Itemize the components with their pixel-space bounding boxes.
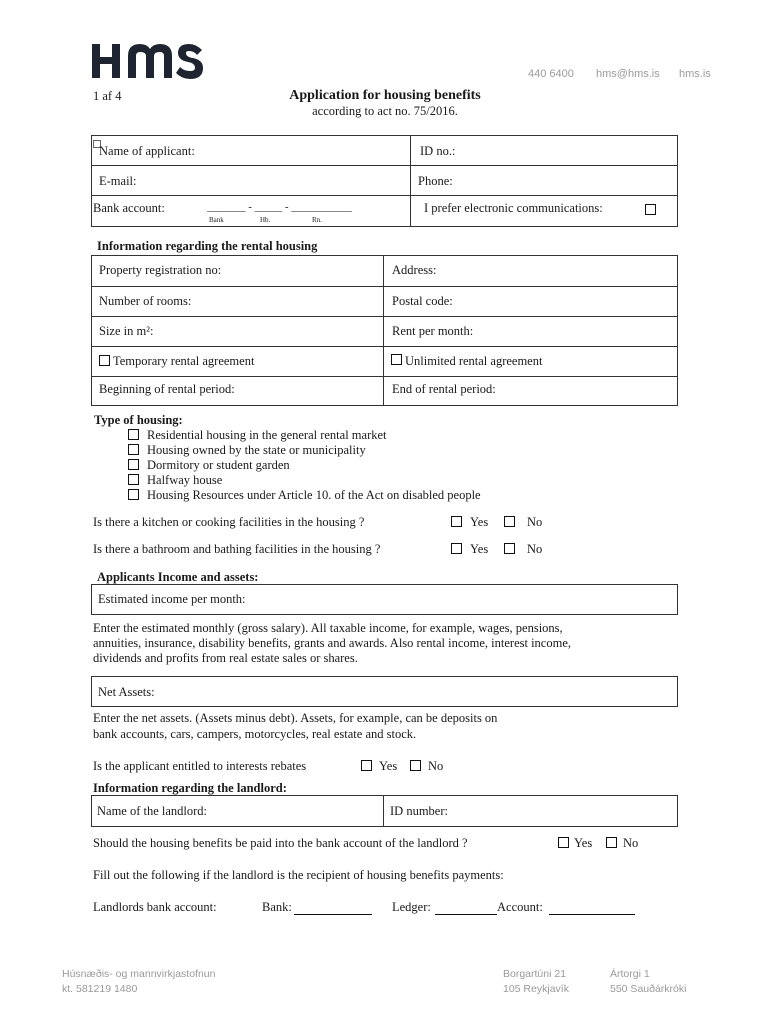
footer-addr1-city: 105 Reykjavík [503, 983, 569, 995]
address-field[interactable]: Address: [392, 263, 437, 277]
landlord-bank-input[interactable] [294, 900, 372, 915]
housing-option-checkbox[interactable] [128, 444, 139, 455]
landlord-paid-no-label: No [623, 836, 639, 850]
applicant-email-field[interactable]: E-mail: [99, 174, 137, 188]
unlimited-agreement-label: Unlimited rental agreement [405, 354, 543, 368]
end-period-field[interactable]: End of rental period: [392, 382, 496, 396]
housing-type-title: Type of housing: [94, 413, 183, 427]
bank-sub-rn: Rn. [312, 216, 322, 224]
landlord-ledger-label: Ledger: [392, 900, 431, 914]
page-indicator: 1 af 4 [93, 89, 122, 103]
housing-option-label: Dormitory or student garden [147, 458, 290, 472]
unlimited-agreement-checkbox[interactable] [391, 354, 402, 365]
landlord-id-field[interactable]: ID number: [390, 804, 448, 818]
size-field[interactable]: Size in m²: [99, 324, 154, 338]
housing-option[interactable] [128, 488, 481, 503]
electronic-comm-checkbox[interactable] [645, 204, 656, 215]
applicant-phone-field[interactable]: Phone: [418, 174, 453, 188]
interest-yes-label: Yes [379, 759, 398, 773]
temporary-agreement-label: Temporary rental agreement [113, 354, 255, 368]
landlord-paid-yes-checkbox[interactable] [558, 837, 569, 848]
temporary-agreement-checkbox[interactable] [99, 355, 110, 366]
landlord-section-title: Information regarding the landlord: [93, 781, 287, 795]
begin-period-field[interactable]: Beginning of rental period: [99, 382, 235, 396]
housing-option-checkbox[interactable] [128, 489, 139, 500]
kitchen-no-label: No [527, 515, 543, 529]
bank-sub-hb: Hb. [260, 216, 271, 224]
page-subtitle: according to act no. 75/2016. [312, 104, 458, 118]
housing-option[interactable] [128, 428, 481, 443]
kitchen-yes-label: Yes [470, 515, 489, 529]
postal-code-field[interactable]: Postal code: [392, 294, 453, 308]
desc-line: Enter the net assets. (Assets minus debt). Assets, for example, can be deposits on [93, 711, 498, 725]
housing-option-label: Residential housing in the general rental market [147, 428, 387, 442]
housing-option-label: Halfway house [147, 473, 223, 487]
estimated-income-desc [93, 621, 571, 666]
desc-line: Enter the estimated monthly (gross salary). All taxable income, for example, wages, pensions, [93, 621, 563, 635]
housing-option[interactable] [128, 473, 481, 488]
income-section-title: Applicants Income and assets: [97, 570, 259, 584]
footer-org-name: Húsnæðis- og mannvirkjastofnun [62, 968, 216, 980]
footer-addr2-city: 550 Sauðárkróki [610, 983, 687, 995]
desc-line: annuities, insurance, disability benefits, grants and awards. Also rental income, interest income, [93, 636, 571, 650]
landlord-ledger-input[interactable] [435, 900, 497, 915]
footer-addr2-street: Ártorgi 1 [610, 968, 650, 980]
landlord-fill-note: Fill out the following if the landlord is the recipient of housing benefits payments: [93, 868, 504, 882]
bathroom-yes-checkbox[interactable] [451, 543, 462, 554]
rent-field[interactable]: Rent per month: [392, 324, 474, 338]
kitchen-no-checkbox[interactable] [504, 516, 515, 527]
interest-no-label: No [428, 759, 444, 773]
header-phone: 440 6400 [528, 68, 574, 80]
applicant-bank-field[interactable]: _______ - _____ - ___________ [207, 201, 352, 213]
desc-line: dividends and profits from real estate sales or shares. [93, 651, 358, 665]
net-assets-field[interactable] [91, 676, 678, 707]
applicant-bank-label: Bank account: [93, 201, 165, 215]
kitchen-yes-checkbox[interactable] [451, 516, 462, 527]
housing-option-checkbox[interactable] [128, 429, 139, 440]
applicant-id-field[interactable]: ID no.: [420, 144, 456, 158]
interest-question: Is the applicant entitled to interests rebates [93, 759, 307, 773]
header-email[interactable]: hms@hms.is [596, 68, 660, 80]
housing-option-checkbox[interactable] [128, 459, 139, 470]
housing-option-label: Housing Resources under Article 10. of the Act on disabled people [147, 488, 481, 502]
housing-option[interactable] [128, 458, 481, 473]
bank-sub-bank: Bank [209, 216, 224, 224]
landlord-name-field[interactable]: Name of the landlord: [97, 804, 208, 818]
header-website[interactable]: hms.is [679, 68, 711, 80]
interest-yes-checkbox[interactable] [361, 760, 372, 771]
electronic-comm-label: I prefer electronic communications: [424, 201, 603, 215]
applicant-name-field[interactable]: Name of applicant: [99, 144, 195, 158]
landlord-account-label: Account: [497, 900, 543, 914]
interest-no-checkbox[interactable] [410, 760, 421, 771]
landlord-paid-no-checkbox[interactable] [606, 837, 617, 848]
desc-line: bank accounts, cars, campers, motorcycles, real estate and stock. [93, 727, 417, 741]
bathroom-question: Is there a bathroom and bathing facilities in the housing ? [93, 542, 381, 556]
landlord-paid-question: Should the housing benefits be paid into the bank account of the landlord ? [93, 836, 468, 850]
footer-addr1-street: Borgartúni 21 [503, 968, 567, 980]
housing-option-checkbox[interactable] [128, 474, 139, 485]
hms-logo [92, 42, 204, 80]
landlord-bank-account-label: Landlords bank account: [93, 900, 217, 914]
property-reg-field[interactable]: Property registration no: [99, 263, 222, 277]
estimated-income-label: Estimated income per month: [98, 592, 246, 606]
housing-type-list [128, 428, 481, 503]
rental-section-title: Information regarding the rental housing [97, 239, 318, 253]
bathroom-no-label: No [527, 542, 543, 556]
housing-option-label: Housing owned by the state or municipality [147, 443, 366, 457]
bathroom-yes-label: Yes [470, 542, 489, 556]
landlord-bank-label: Bank: [262, 900, 292, 914]
rooms-field[interactable]: Number of rooms: [99, 294, 192, 308]
housing-option[interactable] [128, 443, 481, 458]
net-assets-label: Net Assets: [98, 685, 155, 699]
bathroom-no-checkbox[interactable] [504, 543, 515, 554]
footer-org-kt: kt. 581219 1480 [62, 983, 138, 995]
landlord-account-input[interactable] [549, 900, 635, 915]
kitchen-question: Is there a kitchen or cooking facilities in the housing ? [93, 515, 365, 529]
landlord-paid-yes-label: Yes [574, 836, 593, 850]
hms-logo-icon [92, 42, 204, 80]
page-title: Application for housing benefits [289, 88, 481, 103]
net-assets-desc [93, 710, 497, 742]
